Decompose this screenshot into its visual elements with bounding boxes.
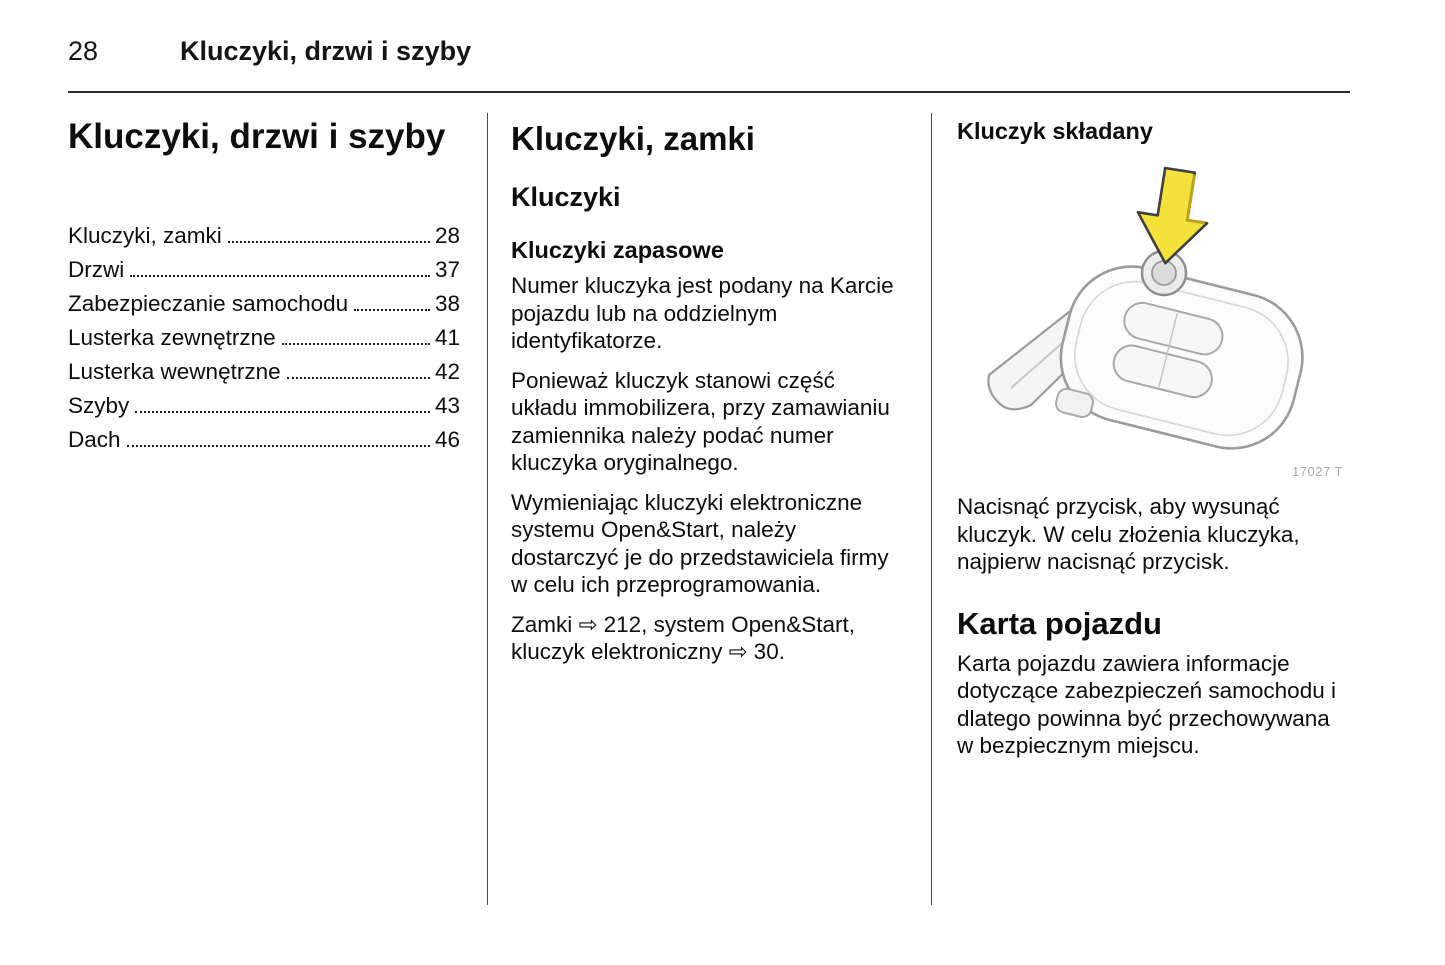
toc-entry-label: Drzwi bbox=[68, 256, 125, 282]
toc-entry bbox=[68, 219, 460, 253]
chapter-title: Kluczyki, drzwi i szyby bbox=[68, 117, 446, 156]
toc-entry-page: 28 bbox=[434, 222, 460, 248]
toc-entry-label: Dach bbox=[68, 426, 121, 452]
paragraph: Ponieważ kluczyk stanowi część układu immobilizera, przy zamawianiu zamiennika należy podać numer kluczyka oryginalnego. bbox=[511, 367, 890, 475]
folding-key-illustration bbox=[957, 155, 1349, 485]
header-rule bbox=[68, 91, 1350, 93]
toc-leader-dots bbox=[135, 411, 430, 413]
paragraph-cross-references: Zamki ⇨ 212, system Open&Start, kluczyk elektroniczny ⇨ 30. bbox=[511, 611, 855, 664]
toc-entry bbox=[68, 423, 460, 457]
press-arrow-icon bbox=[1131, 165, 1215, 269]
section-heading-karta-pojazdu: Karta pojazdu bbox=[957, 605, 1162, 641]
toc-entry bbox=[68, 389, 460, 423]
toc-leader-dots bbox=[130, 275, 430, 277]
column-divider-left bbox=[487, 113, 488, 905]
toc-entry-page: 41 bbox=[434, 324, 460, 350]
section-heading-kluczyki-zamki: Kluczyki, zamki bbox=[511, 120, 755, 157]
topic-heading-kluczyki-zapasowe: Kluczyki zapasowe bbox=[511, 237, 724, 263]
toc-entry-page: 43 bbox=[434, 392, 460, 418]
left-column bbox=[68, 112, 460, 457]
toc-entry bbox=[68, 253, 460, 287]
topic-heading-kluczyk-skladany: Kluczyk składany bbox=[957, 118, 1153, 144]
column-divider-right bbox=[931, 113, 932, 905]
folding-key-image bbox=[957, 155, 1349, 485]
paragraph: Wymieniając kluczyki elektroniczne systemu Open&Start, należy dostarczyć je do przedstawiciela firmy w celu ich przeprogramowania. bbox=[511, 489, 889, 597]
paragraph: Karta pojazdu zawiera informacje dotyczące zabezpieczeń samochodu i dlatego powinna być przechowywana w bezpiecznym miejscu. bbox=[957, 650, 1336, 758]
toc-entry-label: Kluczyki, zamki bbox=[68, 222, 222, 248]
toc-entry bbox=[68, 287, 460, 321]
toc-entry-page: 38 bbox=[434, 290, 460, 316]
toc-entry-page: 42 bbox=[434, 358, 460, 384]
toc-entry-label: Szyby bbox=[68, 392, 130, 418]
toc-entry bbox=[68, 355, 460, 389]
toc-entry-label: Lusterka wewnętrzne bbox=[68, 358, 281, 384]
toc-entry-page: 46 bbox=[434, 426, 460, 452]
toc-entry bbox=[68, 321, 460, 355]
toc-leader-dots bbox=[354, 309, 430, 311]
paragraph: Nacisnąć przycisk, aby wysunąć kluczyk. W celu złożenia kluczyka, najpierw nacisnąć przycisk. bbox=[957, 494, 1300, 574]
toc-entry-page: 37 bbox=[434, 256, 460, 282]
right-column bbox=[957, 112, 1349, 760]
toc-leader-dots bbox=[287, 377, 430, 379]
toc-leader-dots bbox=[127, 445, 430, 447]
toc-leader-dots bbox=[282, 343, 430, 345]
table-of-contents bbox=[68, 219, 460, 457]
page-number: 28 bbox=[68, 36, 99, 66]
figure-caption: 17027 T bbox=[1292, 464, 1343, 479]
page-header-title: Kluczyki, drzwi i szyby bbox=[180, 36, 472, 66]
paragraph: Numer kluczyka jest podany na Karcie pojazdu lub na oddzielnym identyfikatorze. bbox=[511, 273, 894, 353]
toc-entry-label: Zabezpieczanie samochodu bbox=[68, 290, 349, 316]
subsection-heading-kluczyki: Kluczyki bbox=[511, 182, 621, 212]
toc-entry-label: Lusterka zewnętrzne bbox=[68, 324, 276, 350]
toc-leader-dots bbox=[228, 241, 430, 243]
middle-column bbox=[511, 112, 907, 666]
